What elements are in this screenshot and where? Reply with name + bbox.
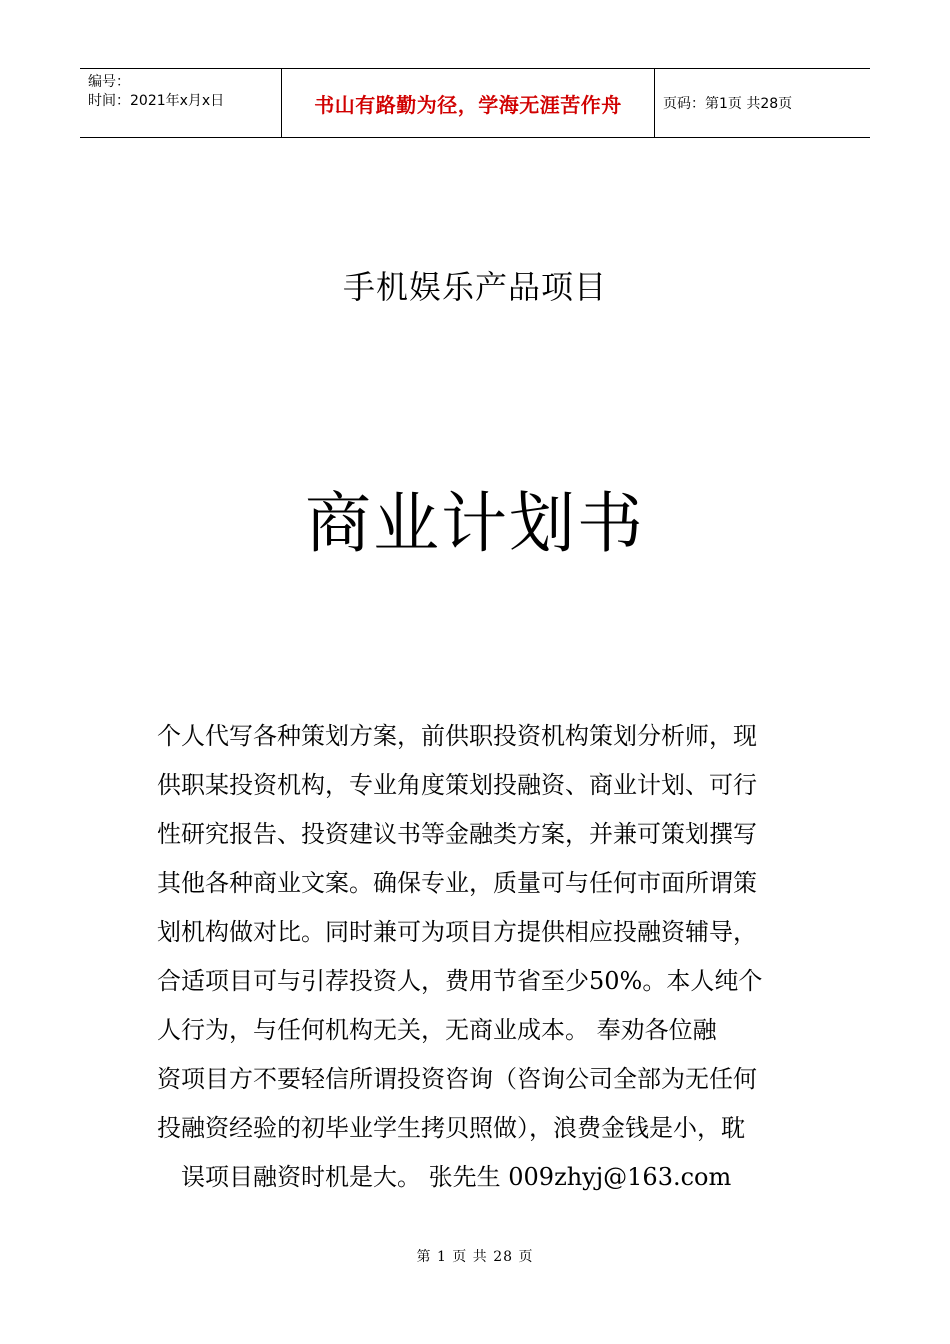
header-meta-cell (80, 69, 282, 137)
header-page-info: 页码：第1页 共28页 (663, 96, 793, 112)
page-footer: 第 1 页 共 28 页 (416, 1249, 534, 1265)
body-line: 合适项目可与引荐投资人，费用节省至少50%。本人纯个 (157, 967, 763, 995)
document-title: 商业计划书 (305, 485, 645, 562)
body-line: 投融资经验的初毕业学生拷贝照做），浪费金钱是小，耽 (157, 1114, 745, 1142)
body-line: 其他各种商业文案。确保专业，质量可与任何市面所谓策 (157, 869, 757, 897)
header-table (80, 68, 870, 138)
body-paragraph (157, 712, 807, 1202)
header-motto: 书山有路勤为径，学海无涯苦作舟 (282, 69, 655, 137)
body-line: 人行为，与任何机构无关，无商业成本。 奉劝各位融 (157, 1016, 717, 1044)
document-subtitle: 手机娱乐产品项目 (342, 268, 607, 306)
body-line: 资项目方不要轻信所谓投资咨询（咨询公司全部为无任何 (157, 1065, 757, 1093)
body-line: 划机构做对比。同时兼可为项目方提供相应投融资辅导， (157, 918, 757, 946)
number-label: 编号： (88, 74, 130, 90)
body-line-contact: 误项目融资时机是大。 张先生 009zhyj@163.com (181, 1163, 732, 1191)
body-line: 供职某投资机构，专业角度策划投融资、商业计划、可行 (157, 771, 757, 799)
time-label: 时间：2021年x月x日 (88, 93, 225, 109)
body-line: 性研究报告、投资建议书等金融类方案，并兼可策划撰写 (157, 820, 757, 848)
body-line: 个人代写各种策划方案，前供职投资机构策划分析师，现 (157, 722, 757, 750)
